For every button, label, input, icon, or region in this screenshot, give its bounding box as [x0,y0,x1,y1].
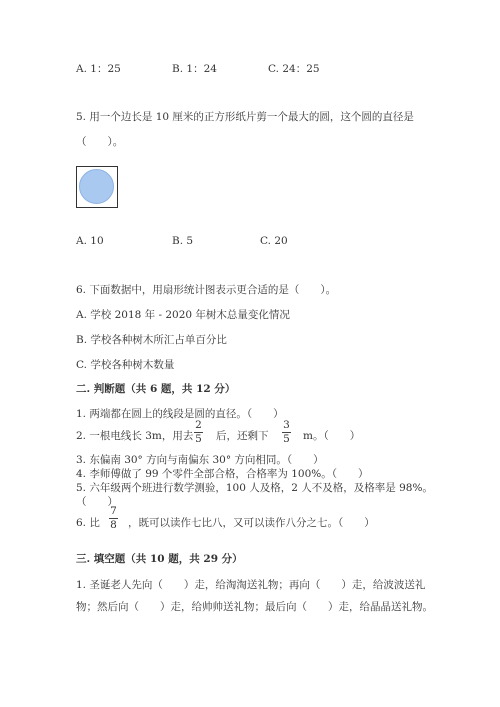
fraction-denominator: 8 [110,519,117,531]
fraction-numerator: 7 [110,505,117,517]
judge-q3: 3. 东偏南 30° 方向与南偏东 30° 方向相同。（ ） [76,454,324,466]
fraction-numerator: 3 [283,419,290,431]
judge-q2-post: m。（ ） [303,430,361,442]
q5-stem-line1: 5. 用一个边长是 10 厘米的正方形纸片剪一个最大的圆，这个圆的直径是 [76,111,414,123]
q6-option-b: B. 学校各种树木所汇占单百分比 [76,334,227,346]
q4-option-c: C. 24：25 [268,63,320,75]
q5-option-b: B. 5 [172,235,194,247]
judge-q2-pre: 2. 一根电线长 3m，用去 [76,430,194,442]
q5-option-c: C. 20 [260,235,288,247]
q4-option-b: B. 1：24 [172,63,217,75]
fraction-denominator: 5 [283,433,290,445]
fraction-three-fifths [282,420,291,445]
judge-q5-line2: （ ） [76,496,118,508]
section2-heading: 二. 判断题（共 6 题，共 12 分） [76,383,236,395]
q6-option-a: A. 学校 2018 年 - 2020 年树木总量变化情况 [76,309,290,321]
q5-option-a: A. 10 [76,235,104,247]
judge-q1: 1. 两端都在圆上的线段是圆的直径。（ ） [76,408,284,420]
fraction-denominator: 5 [195,433,202,445]
judge-q2-mid: 后，还剩下 [216,430,269,442]
fraction-numerator: 2 [195,419,202,431]
judge-q5-line1: 5. 六年级两个班进行数学测验，100 人及格，2 人不及格，及格率是 98%。 [76,482,433,494]
q6-stem: 6. 下面数据中，用扇形统计图表示更合适的是（ ）。 [76,284,337,296]
q4-option-a: A. 1：25 [76,63,121,75]
judge-q6-post: ，既可以读作七比八，又可以读作八分之七。（ ） [128,517,375,529]
square-with-circle-figure [76,166,118,208]
fill-q1-line1: 1. 圣诞老人先向（ ）走，给淘淘送礼物；再向（ ）走，给波波送礼 [76,579,426,591]
section3-heading: 三. 填空题（共 10 题，共 29 分） [76,553,243,565]
fraction-seven-eighths [109,506,118,531]
q6-option-c: C. 学校各种树木数量 [76,359,175,371]
judge-q6-pre: 6. 比 [76,517,100,529]
fill-q1-line2: 物；然后向（ ）走，给帅帅送礼物；最后向（ ）走，给晶晶送礼物。 [76,601,433,613]
q5-stem-line2: （ ）。 [76,136,124,148]
fraction-two-fifths [194,420,203,445]
judge-q4: 4. 李师傅做了 99 个零件全部合格，合格率为 100%。（ ） [76,468,369,480]
inscribed-circle [79,169,114,204]
